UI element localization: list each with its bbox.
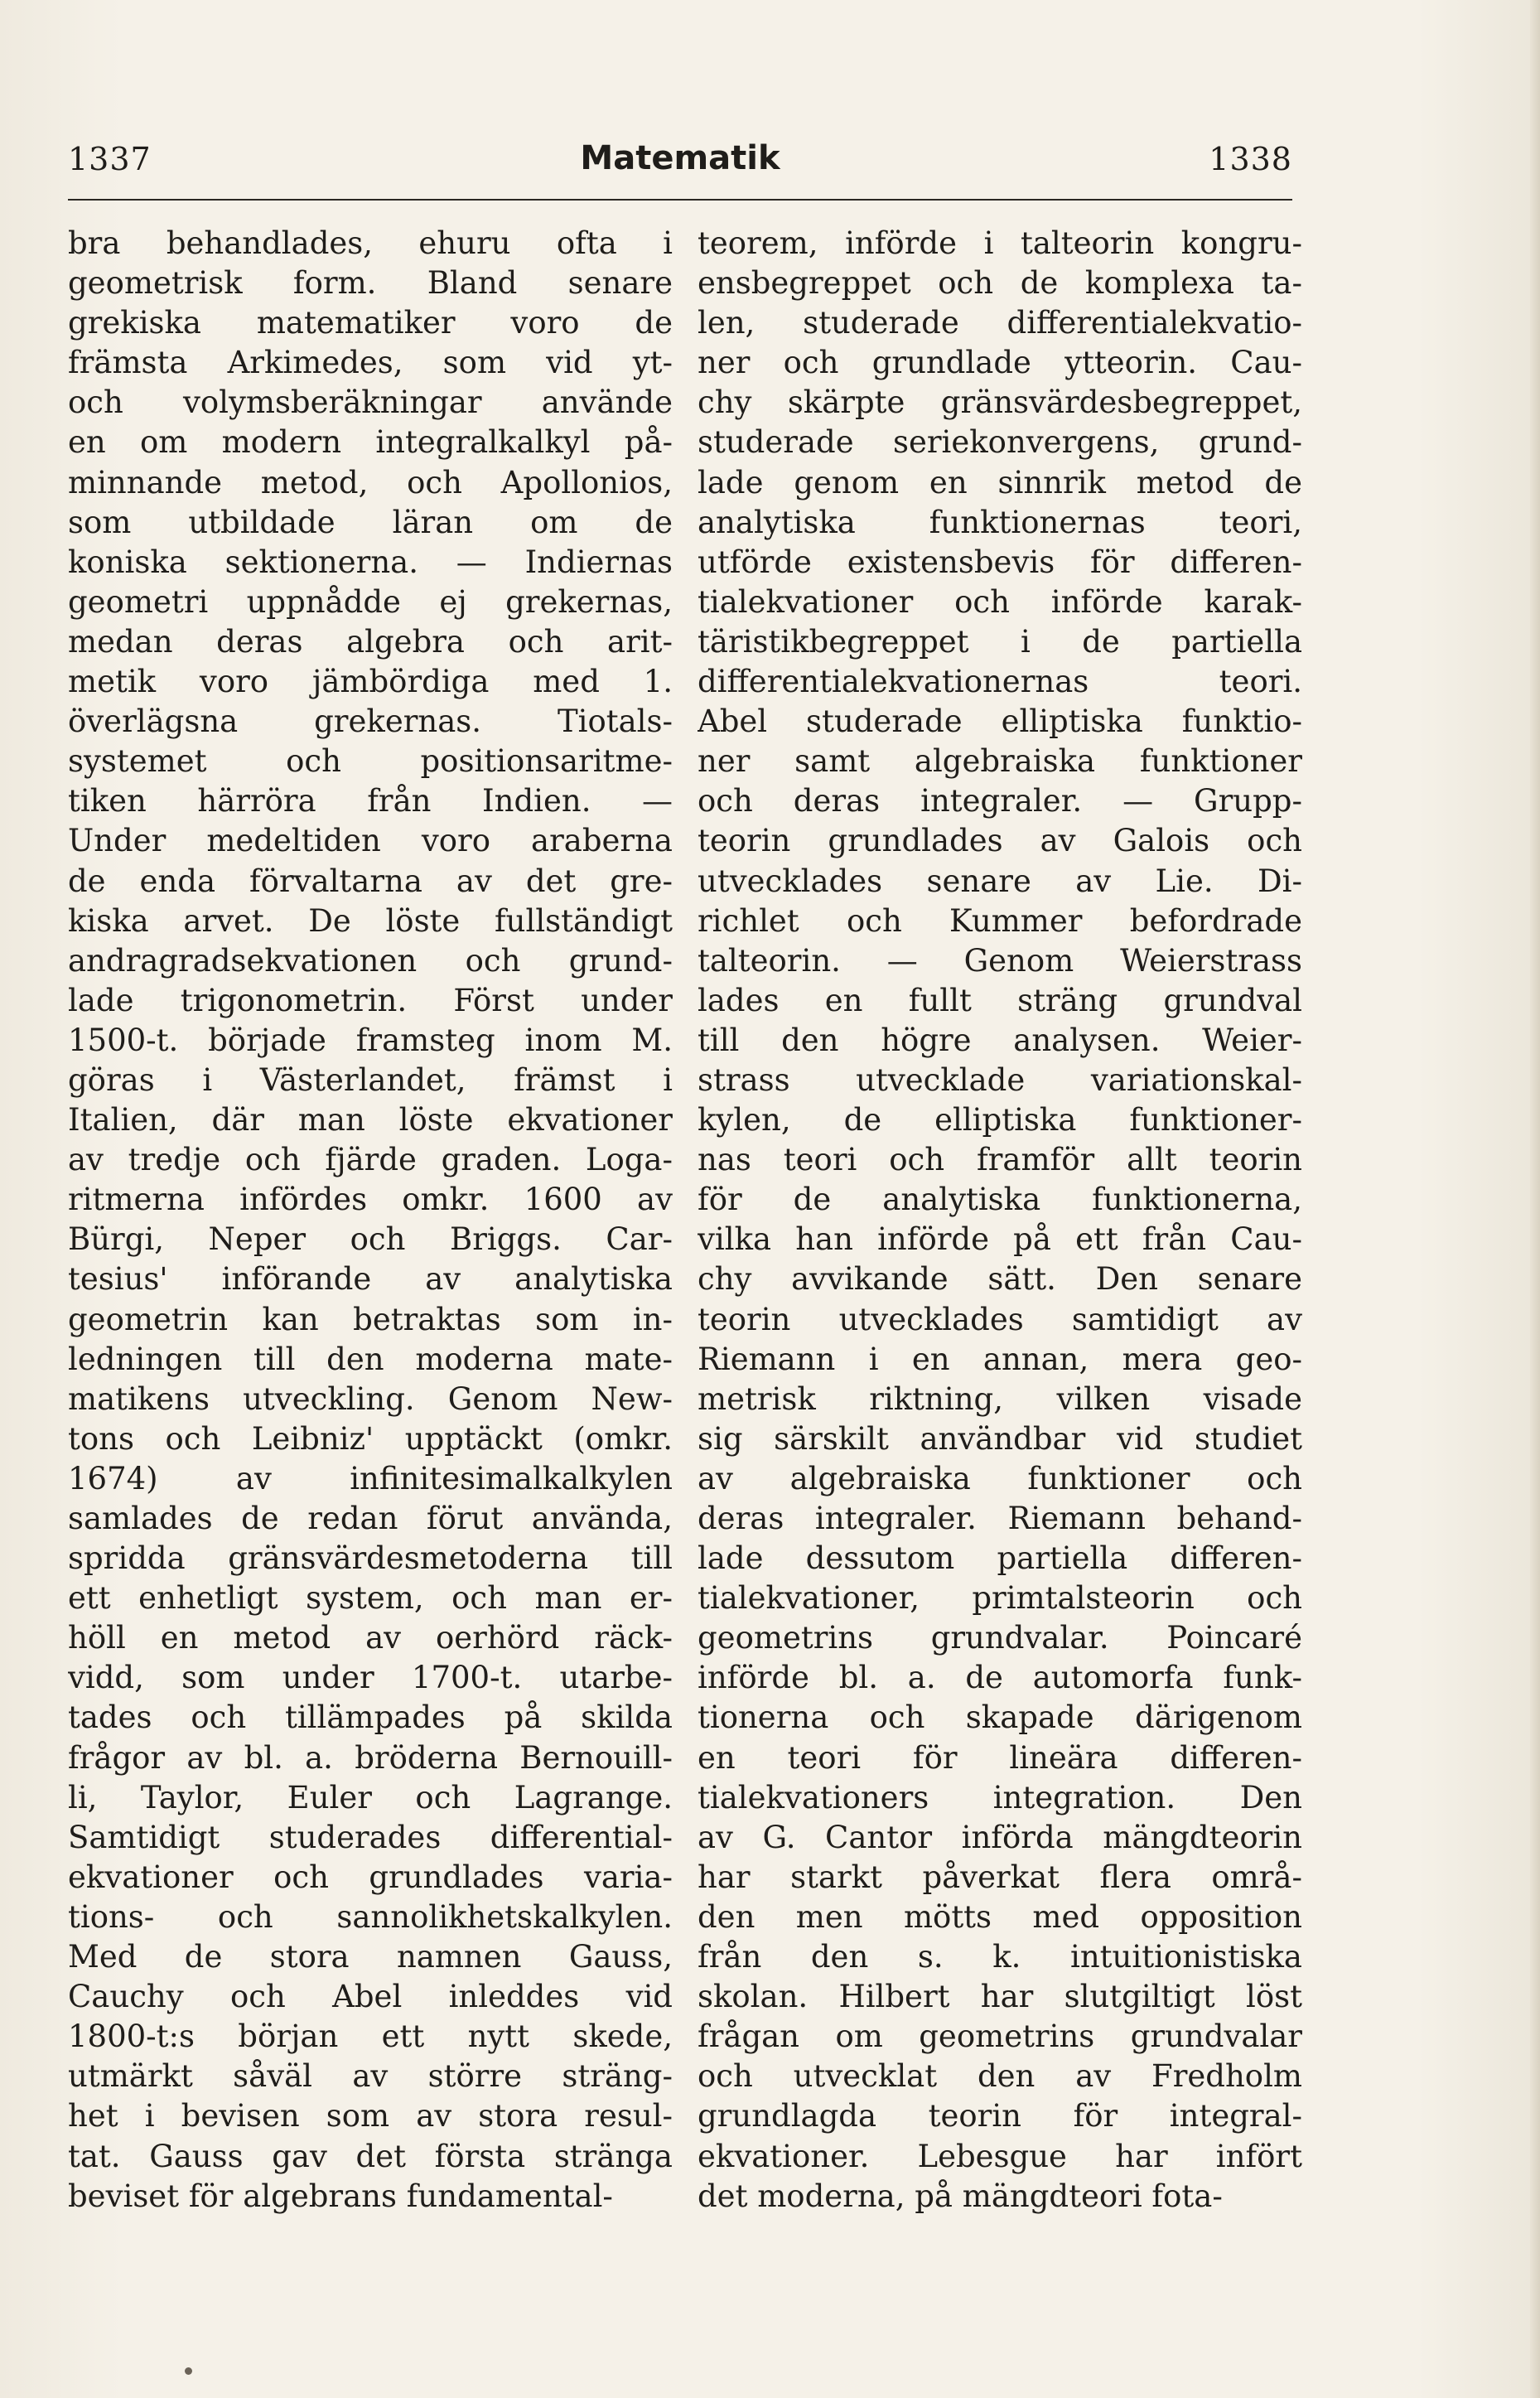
text-line: ekvationer och grundlades varia- — [68, 1859, 673, 1895]
text-line: geometrisk form. Bland senare — [68, 265, 673, 302]
text-line: den men mötts med opposition — [698, 1898, 1302, 1935]
text-line: grekiska matematiker voro de — [68, 305, 673, 341]
text-line: Samtidigt studerades differential- — [68, 1819, 673, 1855]
text-line: för de analytiska funktionerna, — [698, 1182, 1302, 1218]
text-line: och utvecklat den av Fredholm — [698, 2058, 1302, 2095]
text-line: utvecklades senare av Lie. Di- — [698, 863, 1302, 899]
page-title: Matematik — [580, 139, 780, 177]
text-line: göras i Västerlandet, främst i — [68, 1061, 673, 1098]
text-line: och volymsberäkningar använde — [68, 384, 673, 421]
page-number-right: 1338 — [1209, 141, 1292, 177]
text-line: Cauchy och Abel inleddes vid — [68, 1979, 673, 2015]
text-line: täristikbegreppet i de partiella — [698, 623, 1302, 660]
text-line: kylen, de elliptiska funktioner- — [698, 1102, 1302, 1139]
text-line: vilka han införde på ett från Cau- — [698, 1221, 1302, 1258]
text-line: har starkt påverkat flera områ- — [698, 1859, 1302, 1895]
text-line: kiska arvet. De löste fullständigt — [68, 902, 673, 939]
text-line: som utbildade läran om de — [68, 504, 673, 540]
text-line: lade genom en sinnrik metod de — [698, 464, 1302, 500]
text-line: len, studerade differentialekvatio- — [698, 305, 1302, 341]
text-line: ner samt algebraiska funktioner — [698, 743, 1302, 780]
text-line: en om modern integralkalkyl på- — [68, 424, 673, 461]
text-line: ett enhetligt system, och man er- — [68, 1580, 673, 1617]
text-line: lade dessutom partiella differen- — [698, 1540, 1302, 1577]
text-line: en teori för lineära differen- — [698, 1739, 1302, 1776]
text-line: spridda gränsvärdesmetoderna till — [68, 1540, 673, 1577]
text-line: frågor av bl. a. bröderna Bernouill- — [68, 1739, 673, 1776]
text-line: beviset för algebrans fundamental- — [68, 2178, 613, 2214]
text-line: tions- och sannolikhetskalkylen. — [68, 1898, 673, 1935]
text-line: richlet och Kummer befordrade — [698, 902, 1302, 939]
left-column — [68, 224, 673, 2217]
text-line: Abel studerade elliptiska funktio- — [698, 703, 1302, 740]
text-line: och deras integraler. — Grupp- — [698, 783, 1302, 819]
text-line: tesius' införande av analytiska — [68, 1261, 673, 1298]
text-line: chy skärpte gränsvärdesbegreppet, — [698, 384, 1302, 421]
text-line: het i bevisen som av stora resul- — [68, 2098, 673, 2135]
text-line: skolan. Hilbert har slutgiltigt löst — [698, 1979, 1302, 2015]
text-line: tat. Gauss gav det första stränga — [68, 2138, 673, 2174]
text-line: från den s. k. intuitionistiska — [698, 1939, 1302, 1975]
text-line: deras integraler. Riemann behand- — [698, 1501, 1302, 1536]
text-line: främsta Arkimedes, som vid yt- — [68, 345, 673, 381]
text-line: till den högre analysen. Weier- — [698, 1022, 1302, 1058]
text-line: koniska sektionerna. — Indiernas — [68, 544, 673, 580]
text-line: av algebraiska funktioner och — [698, 1460, 1302, 1496]
text-line: teorin utvecklades samtidigt av — [698, 1301, 1302, 1337]
text-line: geometri uppnådde ej grekernas, — [68, 583, 673, 620]
page-edge-shadow — [1530, 0, 1540, 2398]
text-line: andragradsekvationen och grund- — [68, 942, 673, 979]
text-line: systemet och positionsaritme- — [68, 743, 673, 780]
text-line: bra behandlades, ehuru ofta i — [68, 225, 673, 261]
text-line: tiken härröra från Indien. — — [68, 783, 673, 819]
text-line: de enda förvaltarna av det gre- — [68, 863, 673, 899]
text-line: Riemann i en annan, mera geo- — [698, 1341, 1302, 1377]
text-line: metrisk riktning, vilken visade — [698, 1380, 1302, 1417]
text-line: höll en metod av oerhörd räck- — [68, 1620, 673, 1656]
text-line: geometrins grundvalar. Poincaré — [698, 1620, 1302, 1656]
text-line: av tredje och fjärde graden. Loga- — [68, 1142, 673, 1178]
text-line: 1800-t:s början ett nytt skede, — [68, 2018, 673, 2055]
text-line: ritmerna infördes omkr. 1600 av — [68, 1182, 673, 1218]
text-line: tades och tillämpades på skilda — [68, 1699, 673, 1736]
text-line: studerade seriekonvergens, grund- — [698, 424, 1302, 461]
text-line: utförde existensbevis för differen- — [698, 544, 1302, 580]
text-line: tons och Leibniz' upptäckt (omkr. — [68, 1420, 673, 1457]
text-line: 1500-t. började framsteg inom M. — [68, 1022, 673, 1058]
text-line: differentialekvationernas teori. — [698, 664, 1302, 700]
text-line: det moderna, på mängdteori fota- — [698, 2178, 1223, 2214]
text-line: geometrin kan betraktas som in- — [68, 1301, 673, 1337]
text-line: tialekvationer och införde karak- — [698, 583, 1302, 620]
text-line: medan deras algebra och arit- — [68, 623, 673, 660]
text-line: ledningen till den moderna mate- — [68, 1341, 673, 1377]
text-line: metik voro jämbördiga med 1. — [68, 664, 673, 700]
text-line: analytiska funktionernas teori, — [698, 504, 1302, 540]
text-line: ekvationer. Lebesgue har infört — [698, 2138, 1302, 2174]
text-line: lades en fullt sträng grundval — [698, 982, 1302, 1018]
text-line: ensbegreppet och de komplexa ta- — [698, 265, 1302, 302]
text-line: Italien, där man löste ekvationer — [68, 1102, 673, 1139]
text-line: vidd, som under 1700-t. utarbe- — [68, 1660, 673, 1696]
page-number-left: 1337 — [68, 141, 152, 177]
print-speck — [185, 2367, 192, 2375]
text-line: teorem, införde i talteorin kongru- — [698, 225, 1302, 261]
text-line: samlades de redan förut använda, — [68, 1501, 673, 1536]
text-line: frågan om geometrins grundvalar — [698, 2018, 1302, 2055]
text-line: tialekvationers integration. Den — [698, 1779, 1302, 1815]
text-line: tialekvationer, primtalsteorin och — [698, 1580, 1302, 1617]
text-line: nas teori och framför allt teorin — [698, 1142, 1302, 1178]
text-line: lade trigonometrin. Först under — [68, 982, 673, 1018]
text-line: av G. Cantor införda mängdteorin — [698, 1819, 1302, 1855]
text-line: Bürgi, Neper och Briggs. Car- — [68, 1221, 673, 1258]
text-line: minnande metod, och Apollonios, — [68, 464, 673, 500]
text-line: tionerna och skapade därigenom — [698, 1699, 1302, 1736]
text-line: överlägsna grekernas. Tiotals- — [68, 703, 673, 740]
text-line: strass utvecklade variationskal- — [698, 1061, 1302, 1098]
text-line: Under medeltiden voro araberna — [68, 823, 673, 859]
text-line: matikens utveckling. Genom New- — [68, 1380, 673, 1417]
text-line: teorin grundlades av Galois och — [698, 823, 1302, 859]
text-line: sig särskilt användbar vid studiet — [698, 1420, 1302, 1457]
text-line: 1674) av infinitesimalkalkylen — [68, 1460, 673, 1496]
text-line: Med de stora namnen Gauss, — [68, 1939, 673, 1975]
text-line: grundlagda teorin för integral- — [698, 2098, 1302, 2135]
header-rule — [68, 199, 1292, 201]
right-column — [698, 224, 1302, 2217]
text-line: införde bl. a. de automorfa funk- — [698, 1660, 1302, 1696]
text-line: talteorin. — Genom Weierstrass — [698, 942, 1302, 979]
text-line: utmärkt såväl av större sträng- — [68, 2058, 673, 2095]
text-line: li, Taylor, Euler och Lagrange. — [68, 1779, 673, 1815]
text-line: ner och grundlade ytteorin. Cau- — [698, 345, 1302, 381]
text-line: chy avvikande sätt. Den senare — [698, 1261, 1302, 1298]
running-header — [68, 133, 1292, 191]
